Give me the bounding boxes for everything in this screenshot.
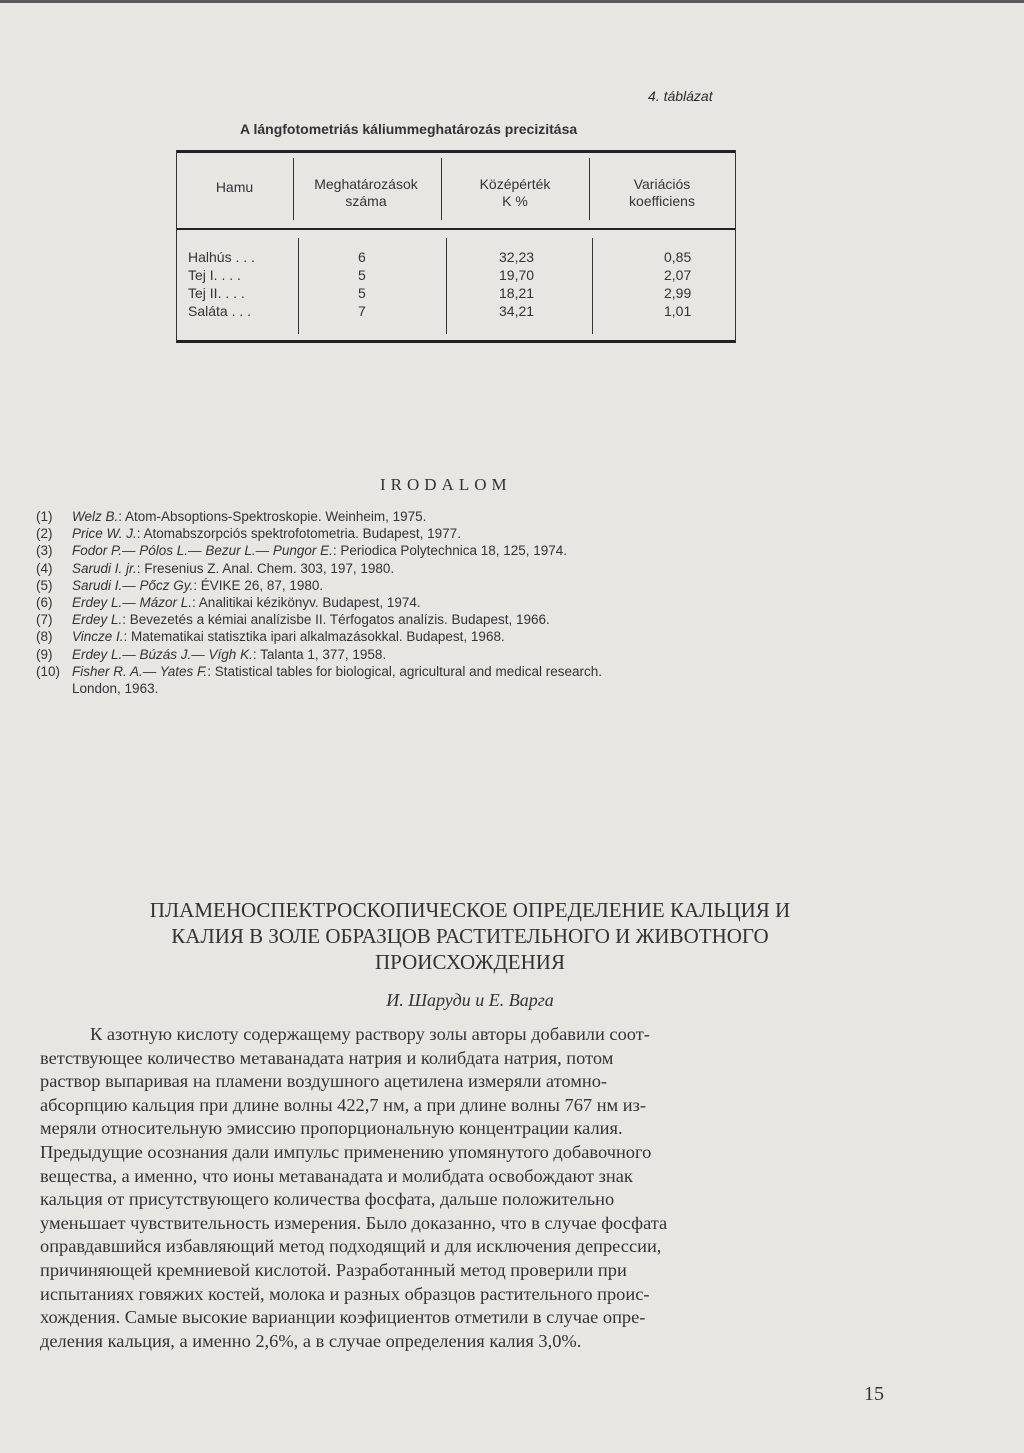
col-mean: [499, 248, 534, 320]
body-line: вещества, а именно, что ионы метаванадата и молибдата освобождают знак: [40, 1165, 633, 1186]
header-count: [286, 176, 446, 210]
title-line: КАЛИЯ В ЗОЛЕ ОБРАЗЦОВ РАСТИТЕЛЬНОГО И ЖИВОТНОГО: [171, 924, 769, 948]
body-line: абсорпцию кальция при длине волны 422,7 нм, а при длине волны 767 нм из-: [40, 1094, 647, 1115]
header-mean-line2: K %: [502, 193, 528, 209]
reference-author: Fodor P.— Pólos L.— Bezur L.— Pungor E.: [72, 543, 333, 559]
reference-number: (2): [36, 526, 53, 542]
table-cell: 0,85: [664, 249, 692, 265]
header-mean: [441, 176, 589, 210]
table-cell: 6: [358, 249, 366, 265]
body-line: уменьшает чувствительность измерения. Было доказанно, что в случае фосфата: [40, 1212, 668, 1233]
reference-number: (5): [36, 577, 53, 593]
reference-item: [36, 508, 896, 525]
reference-author: Fisher R. A.— Yates F.: [72, 663, 208, 679]
reference-author: Vincze I.: [72, 629, 124, 645]
table-col-divider: [298, 238, 299, 334]
body-line: причиняющей кремниевой кислотой. Разработанный метод проверили при: [40, 1259, 627, 1280]
reference-author: Erdey L.— Mázor L.: [72, 595, 193, 611]
reference-item: [36, 542, 896, 559]
table-cell: 19,70: [499, 267, 535, 283]
table-row-label: Tej II. . . .: [188, 285, 245, 301]
reference-number: (10): [36, 663, 61, 679]
reference-item: [36, 594, 896, 611]
page-number: 15: [864, 1383, 884, 1405]
table-cell: 1,01: [664, 303, 692, 319]
table-cell: 2,07: [664, 267, 692, 283]
table-header-rule: [176, 228, 736, 230]
reference-item: [36, 663, 896, 680]
table-right-border: [735, 150, 736, 343]
reference-author: Price W. J.: [72, 526, 137, 542]
table-title: A lángfotometriás káliummeghatározás precizitása: [240, 121, 578, 137]
table-col-divider: [592, 238, 593, 334]
header-var-line2: koefficiens: [629, 193, 695, 209]
table-cell: 5: [358, 267, 366, 283]
russian-summary-authors: И. Шаруди и Е. Варга: [386, 990, 554, 1010]
header-hamu: Hamu: [215, 179, 254, 195]
reference-text: : ÉVIKE 26, 87, 1980.: [193, 577, 324, 593]
reference-item: [36, 628, 896, 645]
reference-item: [36, 646, 896, 663]
references-heading: IRODALOM: [380, 475, 512, 494]
reference-number: (9): [36, 646, 53, 662]
reference-text: : Talanta 1, 377, 1958.: [252, 646, 387, 662]
russian-summary-title: [40, 897, 900, 975]
table-col-divider: [446, 238, 447, 334]
table-bottom-rule: [176, 340, 736, 343]
russian-summary-body: [40, 1023, 890, 1353]
reference-text: : Periodica Polytechnica 18, 125, 1974.: [332, 543, 568, 559]
table-cell: 5: [358, 285, 366, 301]
body-line: оправдавшийся избавляющий метод подходящий и для исключения депрессии,: [40, 1236, 662, 1257]
reference-list: [36, 508, 896, 697]
body-line: раствор выпаривая на пламени воздушного ацетилена измеряли атомно-: [40, 1071, 608, 1092]
reference-item: [36, 525, 896, 542]
table-cell: 18,21: [499, 285, 535, 301]
reference-text: : Matematikai statisztika ipari alkalmazásokkal. Budapest, 1968.: [123, 629, 505, 645]
reference-text: : Analitikai kézikönyv. Budapest, 1974.: [192, 595, 421, 611]
precision-table: [176, 150, 736, 343]
header-var: [589, 176, 735, 210]
header-mean-line1: Középérték: [479, 176, 551, 192]
reference-item: [36, 560, 896, 577]
reference-item: [36, 577, 896, 594]
table-cell: 34,21: [499, 303, 535, 319]
reference-author: Erdey L.— Búzás J.— Vígh K.: [72, 646, 253, 662]
reference-number: (4): [36, 560, 53, 576]
title-line: ПРОИСХОЖДЕНИЯ: [375, 950, 565, 974]
title-line: ПЛАМЕНОСПЕКТРОСКОПИЧЕСКОЕ ОПРЕДЕЛЕНИЕ КАЛЬЦИЯ И: [149, 898, 791, 922]
col-hamu: [188, 248, 255, 320]
reference-number: (8): [36, 629, 53, 645]
reference-number: (7): [36, 612, 53, 628]
reference-item: [36, 611, 896, 628]
body-line: хождения. Самые высокие варианции коэфициентов отметили в случае опре-: [40, 1307, 646, 1328]
body-line: деления кальция, а именно 2,6%, а в случае определения калия 3,0%.: [40, 1330, 582, 1351]
table-number: 4. táblázat: [648, 88, 713, 104]
reference-continuation: London, 1963.: [72, 681, 159, 697]
reference-author: Welz B.: [72, 509, 119, 524]
header-count-line2: száma: [345, 193, 387, 209]
header-count-line1: Meghatározások: [314, 176, 418, 192]
reference-text: : Fresenius Z. Anal. Chem. 303, 197, 1980.: [136, 560, 395, 576]
body-line: ветствующее количество метаванадата натрия и колибдата натрия, потом: [40, 1047, 614, 1068]
table-cell: 2,99: [664, 285, 692, 301]
table-cell: 32,23: [499, 249, 535, 265]
table-row-label: Saláta . . .: [188, 303, 252, 319]
reference-author: Erdey L.: [72, 612, 123, 628]
body-line: испытаниях говяжих костей, молока и разных образцов растительного проис-: [40, 1283, 650, 1304]
col-count: [358, 248, 366, 320]
body-line: К азотную кислоту содержащему раствору золы авторы добавили соот-: [90, 1024, 650, 1044]
body-line: кальция от присутствующего количества фосфата, дальше положительно: [40, 1189, 615, 1210]
reference-author: Sarudi I.— Pőcz Gy.: [72, 577, 194, 593]
reference-number: (6): [36, 595, 53, 611]
reference-text: : Atom-Absoptions-Spektroskopie. Weinheim, 1975.: [118, 509, 427, 524]
header-var-line1: Variációs: [633, 176, 691, 192]
table-row-label: Halhús . . .: [188, 249, 255, 265]
page-top-rule: [0, 0, 1024, 3]
reference-author: Sarudi I. jr.: [72, 560, 137, 576]
table-row-label: Tej I. . . .: [188, 267, 241, 283]
reference-number: (3): [36, 543, 53, 559]
col-var: [664, 248, 691, 320]
table-cell: 7: [358, 303, 366, 319]
reference-text: : Atomabszorpciós spektrofotometria. Budapest, 1977.: [136, 526, 461, 542]
reference-text: : Statistical tables for biological, agricultural and medical research.: [207, 663, 602, 679]
reference-number: (1): [36, 509, 53, 524]
body-line: меряли относительную эмиссию пропорциональную концентрации калия.: [40, 1118, 623, 1139]
reference-text: : Bevezetés a kémiai analízisbe II. Térfogatos analízis. Budapest, 1966.: [122, 612, 550, 628]
body-line: Предыдущие осознания дали импульс применению упомянутого добавочного: [40, 1141, 652, 1162]
table-top-rule: [176, 150, 736, 153]
